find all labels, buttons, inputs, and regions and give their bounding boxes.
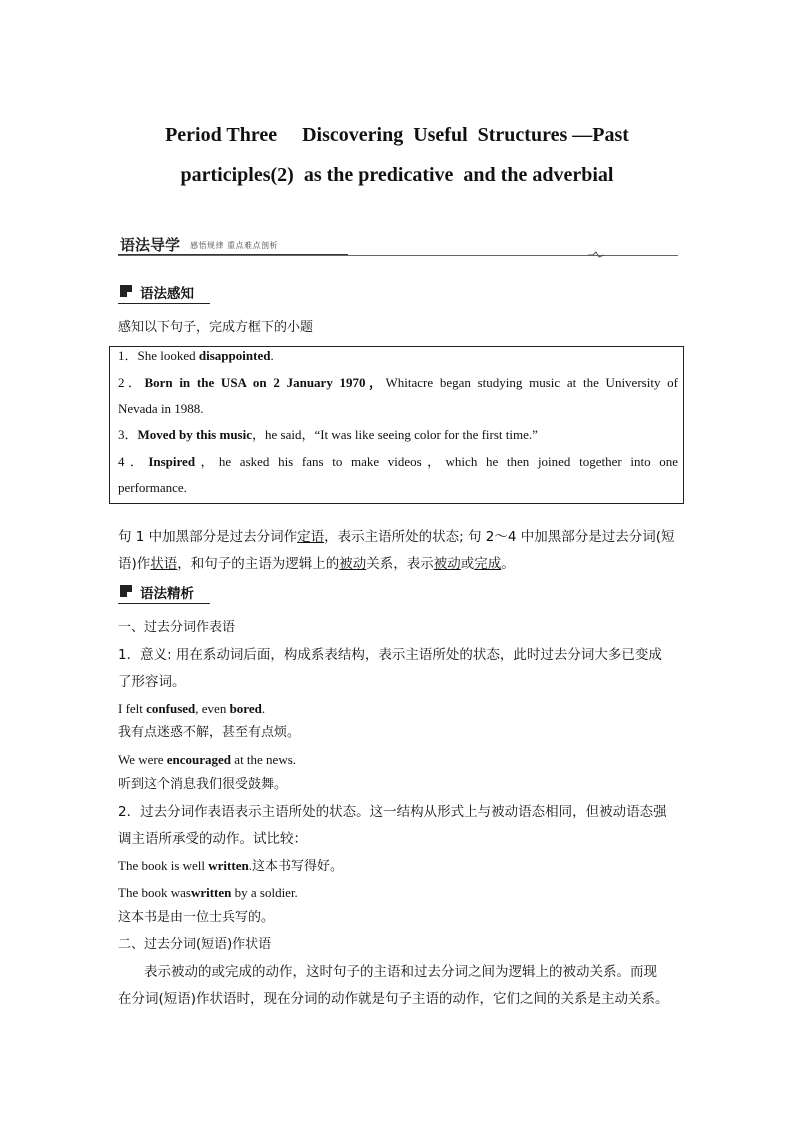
- example-en-3: The book is well written.这本书写得好。: [118, 858, 343, 873]
- example-sentence-2: 2．Born in the USA on 2 January 1970，Whitacre began studying music at the University of: [118, 375, 678, 390]
- banner-subtitle: 感悟规律 重点难点剖析: [190, 241, 279, 250]
- square-bullet-icon: [120, 285, 132, 297]
- point-2-text-b: 调主语所承受的动作。试比较：: [118, 831, 307, 847]
- example-sentence-3: 3．Moved by this music，he said，“It was like seeing color for the first time.”: [118, 427, 538, 442]
- example-en-4: The book waswritten by a soldier.: [118, 885, 298, 900]
- point-heading-2: 二、过去分词(短语)作状语: [118, 937, 272, 952]
- example-cn-2: 听到这个消息我们很受鼓舞。: [118, 777, 288, 792]
- example-en-2: We were encouraged at the news.: [118, 752, 297, 767]
- summary-line-1: 句 1 中加黑部分是过去分词作定语，表示主语所处的状态; 句 2～4 中加黑部分是过去分词(短: [118, 529, 675, 545]
- subhead-label: 语法感知: [140, 286, 194, 302]
- subhead-label: 语法精析: [140, 586, 194, 602]
- example-box: [109, 346, 684, 504]
- flourish-icon: [588, 250, 604, 258]
- square-bullet-icon: [120, 585, 132, 597]
- subhead-underline: [118, 303, 210, 304]
- point-heading-1: 一、过去分词作表语: [118, 620, 236, 635]
- point-3-text-a: 表示被动的或完成的动作，这时句子的主语和过去分词之间为逻辑上的被动关系。而现: [144, 964, 657, 980]
- point-1-text-a: 1．意义: 用在系动词后面，构成系表结构，表示主语所处的状态，此时过去分词大多已变成: [118, 647, 662, 663]
- summary-line-2: 语)作状语，和句子的主语为逻辑上的被动关系，表示被动或完成。: [118, 556, 515, 572]
- banner-title: 语法导学: [120, 236, 181, 254]
- example-sentence-2-cont: Nevada in 1988.: [118, 401, 204, 416]
- page-title-line1: Period Three Discovering Useful Structures —Past: [165, 124, 629, 146]
- subhead-grammar-analysis: [118, 582, 212, 604]
- example-sentence-4: 4．Inspired，he asked his fans to make videos，which he then joined together into one: [118, 454, 678, 469]
- example-en-1: I felt confused, even bored.: [118, 701, 266, 716]
- point-2-text-a: 2．过去分词作表语表示主语所处的状态。这一结构从形式上与被动语态相同，但被动语态强: [118, 804, 667, 820]
- example-sentence-1: 1．She looked disappointed.: [118, 348, 274, 363]
- page-title-line2: participles(2) as the predicative and the adverbial: [180, 164, 614, 186]
- point-3-text-b: 在分词(短语)作状语时，现在分词的动作就是句子主语的动作，它们之间的关系是主动关系。: [118, 991, 669, 1007]
- subhead-underline: [118, 603, 210, 604]
- instruction-text: 感知以下句子，完成方框下的小题: [118, 320, 314, 335]
- example-sentence-4-cont: performance.: [118, 480, 187, 495]
- subhead-grammar-perception: [118, 282, 212, 304]
- example-cn-1: 我有点迷惑不解，甚至有点烦。: [118, 725, 301, 740]
- section-banner: [118, 232, 678, 256]
- example-cn-4: 这本书是由一位士兵写的。: [118, 910, 275, 925]
- point-1-text-b: 了形容词。: [118, 674, 186, 690]
